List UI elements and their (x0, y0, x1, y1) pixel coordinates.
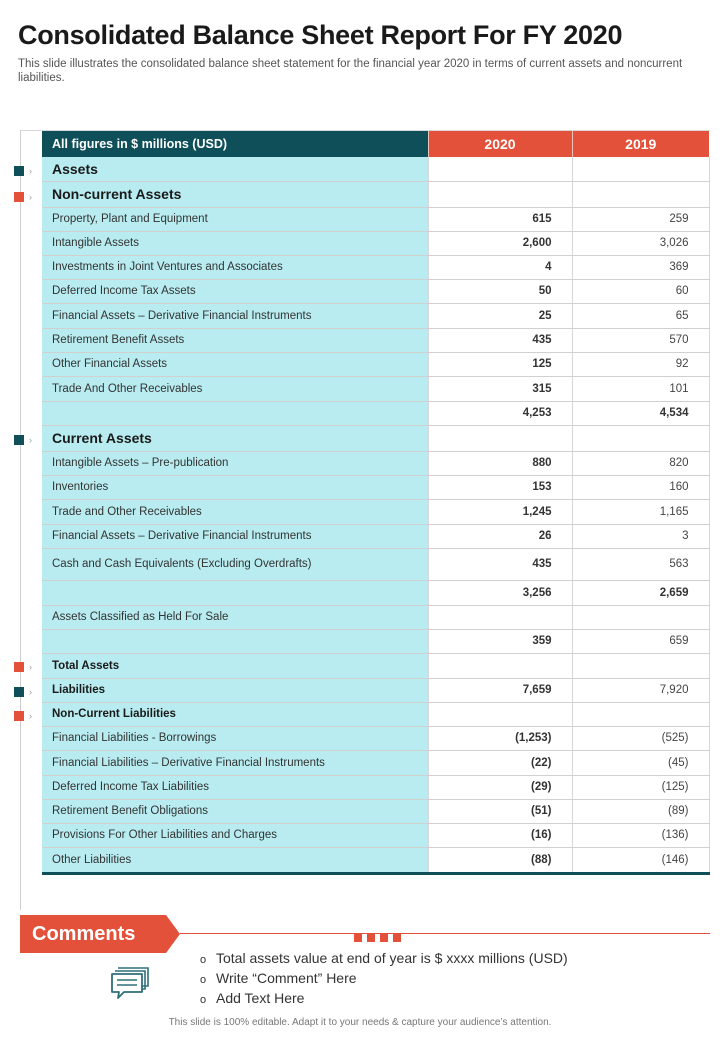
comment-text: Add Text Here (216, 990, 305, 1006)
table-row (42, 580, 709, 605)
value-2020 (428, 157, 572, 181)
table-row (42, 451, 709, 475)
row-label: Intangible Assets – Pre-publication (42, 451, 428, 475)
value-2020: 880 (428, 451, 572, 475)
value-2020: (16) (428, 823, 572, 847)
value-2019: 3,026 (572, 231, 709, 255)
row-label: Non-current Assets (42, 181, 428, 207)
row-label: Deferred Income Tax Assets (42, 279, 428, 303)
value-2019: 563 (572, 548, 709, 580)
chevron-right-icon: › (29, 192, 32, 202)
marker-non-current-liabilities (14, 711, 24, 721)
value-2020: (1,253) (428, 726, 572, 750)
value-2019: (525) (572, 726, 709, 750)
footer-note: This slide is 100% editable. Adapt it to your needs & capture your audience’s attention. (168, 1017, 552, 1028)
comments-banner (20, 915, 180, 953)
table-row (42, 750, 709, 775)
table-row (42, 231, 709, 255)
table-row (42, 629, 709, 653)
value-2020: 615 (428, 207, 572, 231)
value-2020: (22) (428, 750, 572, 775)
page-title: Consolidated Balance Sheet Report For FY 2020 (18, 20, 623, 50)
value-2019: 60 (572, 279, 709, 303)
value-2019: 259 (572, 207, 709, 231)
row-label: Property, Plant and Equipment (42, 207, 428, 231)
row-label: Deferred Income Tax Liabilities (42, 775, 428, 799)
table-row (42, 605, 709, 629)
value-2020 (428, 702, 572, 726)
value-2020: 4 (428, 255, 572, 279)
row-label: Inventories (42, 475, 428, 499)
marker-total-assets (14, 662, 24, 672)
table-row (42, 524, 709, 548)
value-2020: 25 (428, 303, 572, 328)
comments-list (200, 949, 568, 1009)
value-2019: (136) (572, 823, 709, 847)
comment-item (200, 989, 568, 1009)
value-2020: 3,256 (428, 580, 572, 605)
row-label: Other Liabilities (42, 847, 428, 873)
table-row (42, 425, 709, 451)
table-header-row (42, 131, 709, 157)
table-row (42, 726, 709, 750)
value-2019: 369 (572, 255, 709, 279)
table-row (42, 653, 709, 678)
value-2019: (89) (572, 799, 709, 823)
value-2020: (88) (428, 847, 572, 873)
row-label: Liabilities (42, 678, 428, 702)
row-label: Provisions For Other Liabilities and Charges (42, 823, 428, 847)
table-row (42, 702, 709, 726)
table-row (42, 678, 709, 702)
marker-assets (14, 166, 24, 176)
comments-title: Comments (32, 923, 136, 945)
header-label: All figures in $ millions (USD) (42, 131, 428, 157)
table-row (42, 157, 709, 181)
value-2019 (572, 702, 709, 726)
row-label: Intangible Assets (42, 231, 428, 255)
row-label: Trade and Other Receivables (42, 499, 428, 524)
value-2020: 26 (428, 524, 572, 548)
value-2019: 4,534 (572, 401, 709, 425)
chevron-right-icon: › (29, 711, 32, 721)
table-row (42, 499, 709, 524)
row-label: Financial Liabilities - Borrowings (42, 726, 428, 750)
comments-divider (180, 933, 710, 934)
value-2020: (29) (428, 775, 572, 799)
value-2019: 2,659 (572, 580, 709, 605)
value-2019 (572, 181, 709, 207)
value-2019: 65 (572, 303, 709, 328)
bullet-circle-icon: o (200, 994, 207, 1006)
value-2020: 7,659 (428, 678, 572, 702)
row-label: Cash and Cash Equivalents (Excluding Overdrafts) (42, 548, 428, 580)
table-row (42, 181, 709, 207)
header-2020: 2020 (428, 131, 572, 157)
table-row (42, 799, 709, 823)
marker-liabilities (14, 687, 24, 697)
value-2019: (45) (572, 750, 709, 775)
value-2019 (572, 157, 709, 181)
chevron-right-icon: › (29, 687, 32, 697)
row-label: Assets (42, 157, 428, 181)
table-row (42, 279, 709, 303)
bullet-circle-icon: o (200, 954, 207, 966)
table-row (42, 823, 709, 847)
value-2020: 4,253 (428, 401, 572, 425)
table-row (42, 475, 709, 499)
row-label: Non-Current Liabilities (42, 702, 428, 726)
value-2019 (572, 653, 709, 678)
value-2020: 359 (428, 629, 572, 653)
value-2019: (146) (572, 847, 709, 873)
table-row (42, 401, 709, 425)
bullet-circle-icon: o (200, 974, 207, 986)
page-subtitle: This slide illustrates the consolidated balance sheet statement for the financial year 2020 in terms of current assets and noncurrent liabilities. (18, 58, 683, 84)
table-row (42, 548, 709, 580)
value-2020: 2,600 (428, 231, 572, 255)
value-2020: 153 (428, 475, 572, 499)
balance-sheet-table (42, 131, 710, 875)
value-2019: 3 (572, 524, 709, 548)
marker-non-current-assets (14, 192, 24, 202)
row-label: Assets Classified as Held For Sale (42, 605, 428, 629)
value-2019: 101 (572, 376, 709, 401)
table-row (42, 352, 709, 376)
value-2019: 92 (572, 352, 709, 376)
left-divider (20, 130, 21, 910)
value-2019: (125) (572, 775, 709, 799)
value-2020: 1,245 (428, 499, 572, 524)
value-2019: 570 (572, 328, 709, 352)
value-2020: 125 (428, 352, 572, 376)
value-2020: (51) (428, 799, 572, 823)
value-2019 (572, 425, 709, 451)
row-label: Current Assets (42, 425, 428, 451)
value-2019: 7,920 (572, 678, 709, 702)
value-2020 (428, 181, 572, 207)
table-row (42, 303, 709, 328)
comment-text: Total assets value at end of year is $ xxxx millions (USD) (216, 950, 568, 966)
decorative-squares (354, 929, 406, 947)
table-row (42, 775, 709, 799)
value-2019: 820 (572, 451, 709, 475)
value-2019: 160 (572, 475, 709, 499)
row-label: Financial Assets – Derivative Financial Instruments (42, 303, 428, 328)
row-label: Financial Liabilities – Derivative Financial Instruments (42, 750, 428, 775)
row-label (42, 629, 428, 653)
comment-text: Write “Comment” Here (216, 970, 357, 986)
marker-current-assets (14, 435, 24, 445)
value-2020 (428, 425, 572, 451)
chevron-right-icon: › (29, 662, 32, 672)
table-row (42, 255, 709, 279)
row-label: Retirement Benefit Assets (42, 328, 428, 352)
value-2020: 435 (428, 548, 572, 580)
row-label: Investments in Joint Ventures and Associates (42, 255, 428, 279)
chat-bubbles-icon (110, 965, 152, 1006)
value-2020: 435 (428, 328, 572, 352)
row-label: Total Assets (42, 653, 428, 678)
row-label: Other Financial Assets (42, 352, 428, 376)
comment-item (200, 949, 568, 969)
row-label (42, 580, 428, 605)
row-label: Financial Assets – Derivative Financial Instruments (42, 524, 428, 548)
row-label: Retirement Benefit Obligations (42, 799, 428, 823)
comment-item (200, 969, 568, 989)
value-2020 (428, 605, 572, 629)
value-2020: 50 (428, 279, 572, 303)
header-2019: 2019 (572, 131, 709, 157)
chevron-right-icon: › (29, 166, 32, 176)
row-label (42, 401, 428, 425)
chevron-right-icon: › (29, 435, 32, 445)
value-2019: 1,165 (572, 499, 709, 524)
row-label: Trade And Other Receivables (42, 376, 428, 401)
table-row (42, 847, 709, 873)
value-2020: 315 (428, 376, 572, 401)
table-row (42, 328, 709, 352)
value-2019 (572, 605, 709, 629)
table-row (42, 376, 709, 401)
value-2019: 659 (572, 629, 709, 653)
table-row (42, 207, 709, 231)
value-2020 (428, 653, 572, 678)
